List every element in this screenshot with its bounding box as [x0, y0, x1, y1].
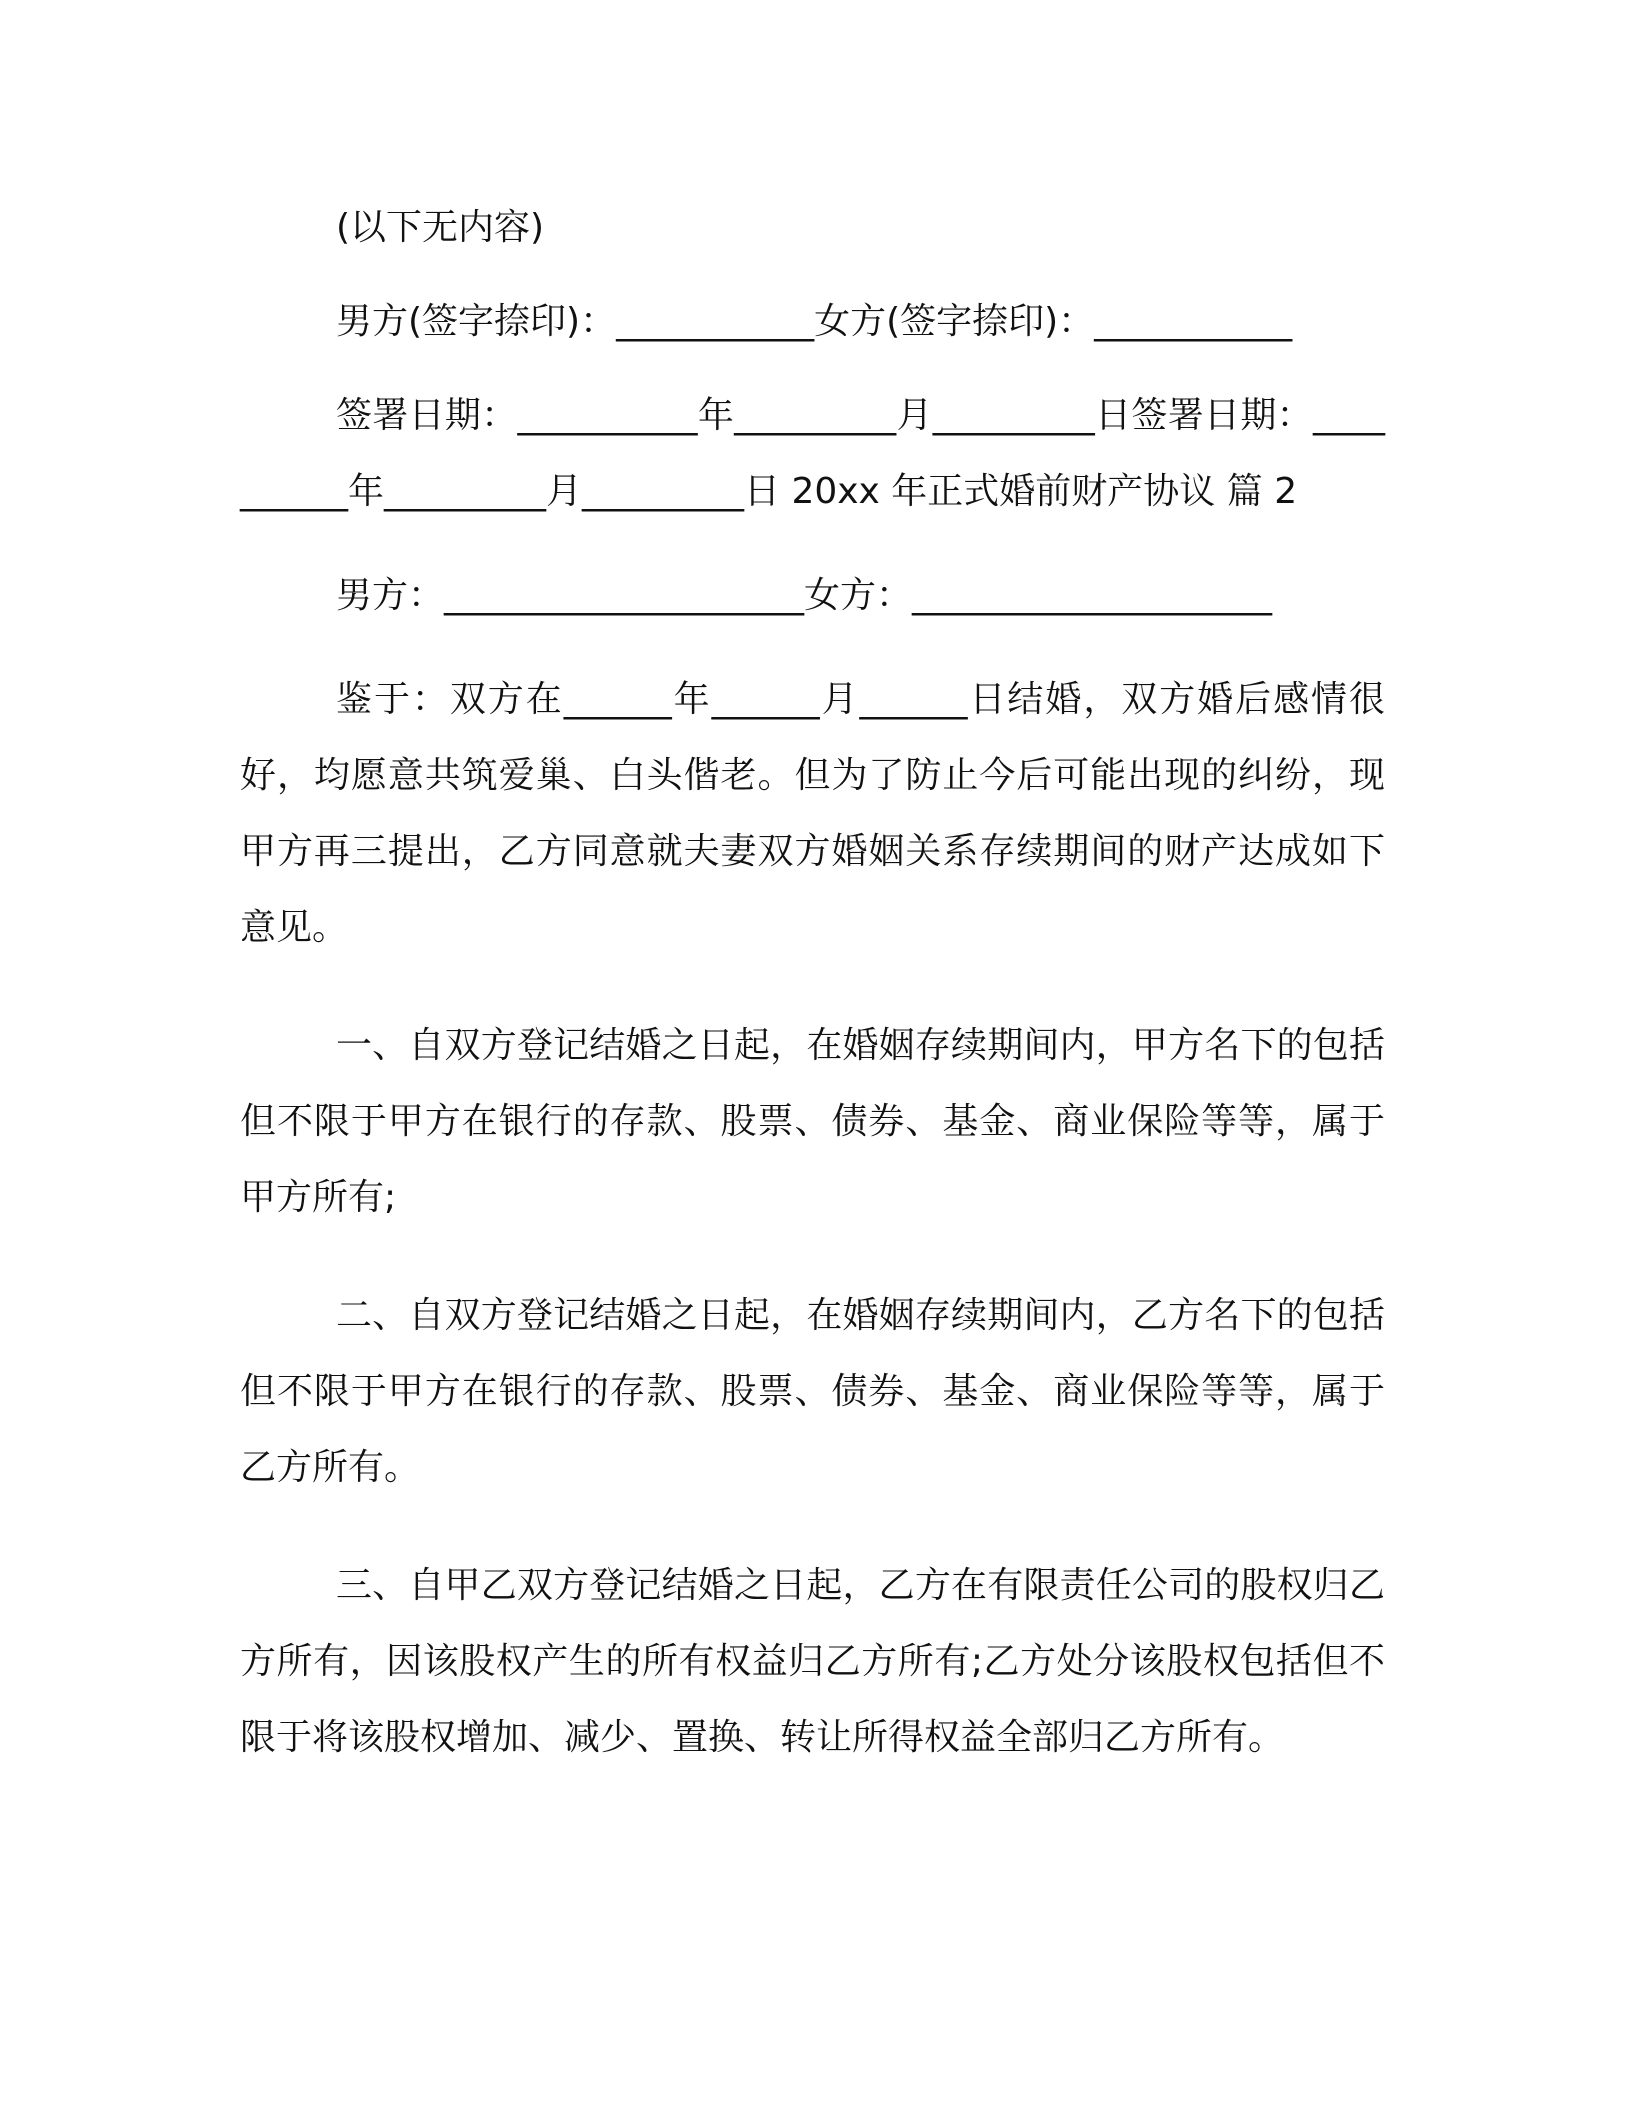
clause-1: 一、自双方登记结婚之日起，在婚姻存续期间内，甲方名下的包括但不限于甲方在银行的存款、股票、债券、基金、商业保险等等，属于甲方所有;	[240, 1025, 1385, 1218]
signature-line: 男方(签字捺印)：___________女方(签字捺印)：___________	[336, 301, 1293, 342]
clause-2: 二、自双方登记结婚之日起，在婚姻存续期间内，乙方名下的包括但不限于甲方在银行的存款、股票、债券、基金、商业保险等等，属于乙方所有。	[240, 1295, 1385, 1488]
document-body	[240, 190, 1385, 1776]
clause-3: 三、自甲乙双方登记结婚之日起，乙方在有限责任公司的股权归乙方所有，因该股权产生的所有权益归乙方所有;乙方处分该股权包括但不限于将该股权增加、减少、置换、转让所得权益全部归乙方所有。	[240, 1565, 1385, 1758]
end-note: (以下无内容)	[336, 207, 545, 248]
signing-date-line: 签署日期：__________年_________月_________日签署日期：__________年_________月_________日 20xx 年正式婚前财产协议 篇 2	[240, 395, 1385, 512]
parties-line: 男方：____________________女方：____________________	[336, 575, 1273, 616]
preamble-paragraph: 鉴于：双方在______年______月______日结婚，双方婚后感情很好，均愿意共筑爱巢、白头偕老。但为了防止今后可能出现的纠纷，现甲方再三提出，乙方同意就夫妻双方婚姻关系存续期间的财产达成如下意见。	[240, 679, 1385, 948]
